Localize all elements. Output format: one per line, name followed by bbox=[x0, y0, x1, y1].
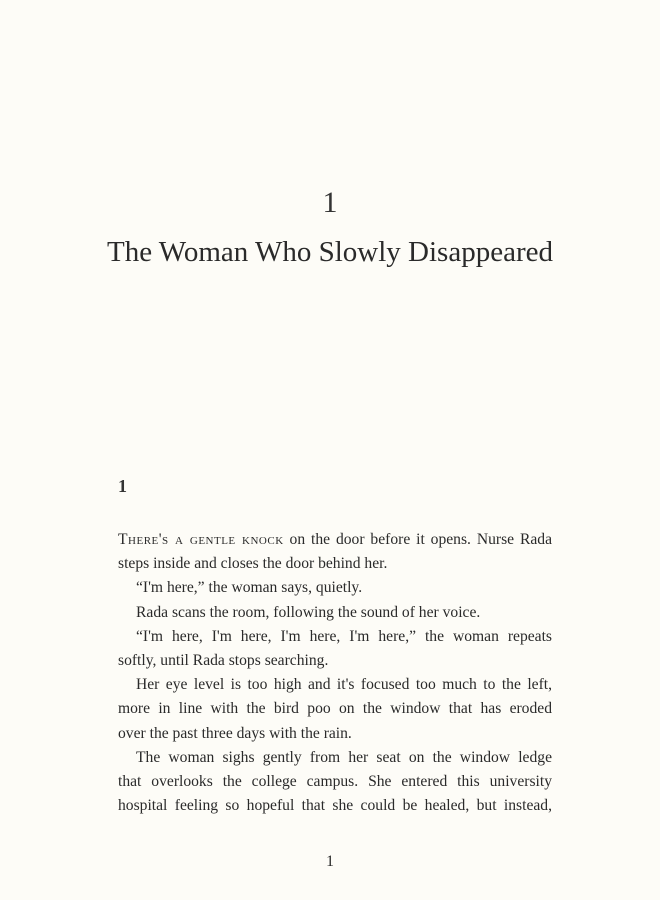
text-line: The woman sighs gently from her seat on the window ledge bbox=[136, 748, 552, 766]
text-line: Rada scans the room, following the sound of her voice. bbox=[136, 603, 481, 621]
text-line: “I'm here, I'm here, I'm here, I'm here,” the woman repeats bbox=[136, 627, 552, 645]
text-line: over the past three days with the rain. bbox=[118, 724, 352, 742]
text-line: steps inside and closes the door behind her. bbox=[118, 555, 388, 573]
text-line: hospital feeling so hopeful that she could be healed, but instead, bbox=[118, 797, 552, 815]
chapter-title: The Woman Who Slowly Disappeared bbox=[106, 236, 553, 268]
text-line: There's a gentle knock on the door before it opens. Nurse Rada bbox=[118, 531, 552, 548]
text-line: more in line with the bird poo on the window that has eroded bbox=[118, 700, 552, 718]
text-line: that overlooks the college campus. She entered this university bbox=[118, 772, 552, 790]
text-line: “I'm here,” the woman says, quietly. bbox=[136, 579, 363, 597]
chapter-number: 1 bbox=[322, 186, 338, 219]
text-line: Her eye level is too high and it's focused too much to the left, bbox=[136, 676, 552, 694]
text-line: softly, until Rada stops searching. bbox=[118, 651, 329, 669]
page-number: 1 bbox=[326, 853, 334, 870]
section-number: 1 bbox=[118, 476, 127, 496]
small-caps-lead: There's a gentle knock bbox=[118, 531, 284, 548]
body-text bbox=[118, 528, 552, 818]
